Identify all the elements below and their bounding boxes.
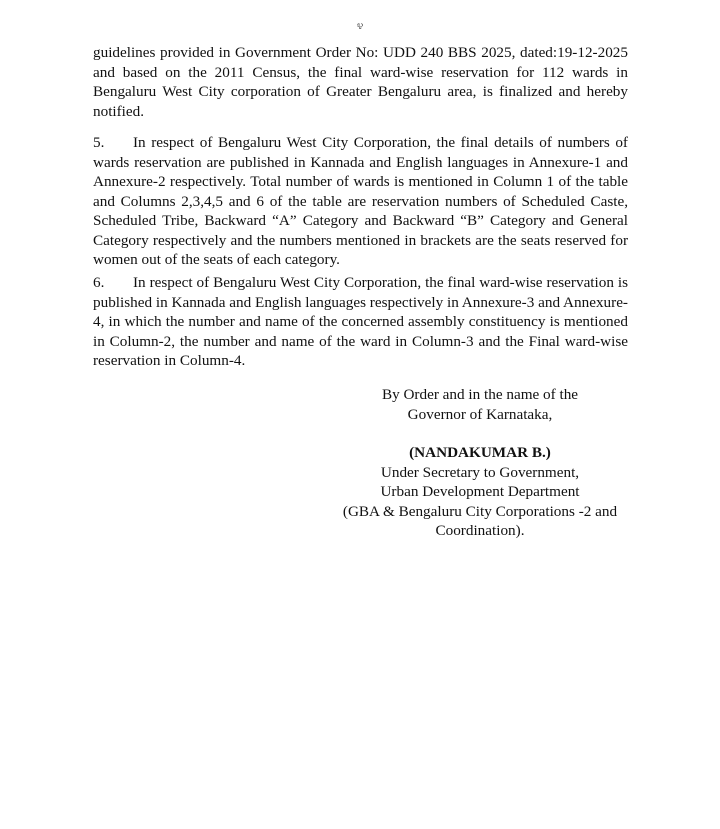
order-line: By Order and in the name of the bbox=[381, 386, 579, 403]
signatory-designation: Under Secretary to Government, bbox=[380, 463, 580, 481]
signature-spacer bbox=[320, 424, 640, 443]
signatory-department: Urban Development Department bbox=[380, 483, 580, 500]
paragraph-text: guidelines provided in Government Order No: UDD 240 BBS 2025, dated:19-12-2025 and based on the 2011 Census, the final ward-wise reservation for 112 wards in Bengaluru West City corporation of Greater Bengaluru area, is finalized and hereby notified. bbox=[93, 44, 628, 120]
paragraph-continuation bbox=[93, 43, 628, 121]
paragraph-6 bbox=[93, 273, 628, 371]
paragraph-number: 5. bbox=[93, 134, 105, 151]
signatory-name: (NANDAKUMAR B.) bbox=[409, 444, 551, 461]
signatory-division: Coordination). bbox=[435, 522, 525, 539]
order-line: Governor of Karnataka, bbox=[407, 405, 553, 423]
paragraph-text: In respect of Bengaluru West City Corporation, the final details of numbers of wards reservation are published in Kannada and English languages in Annexure-1 and Annexure-2 respectively. Total number of wards is mentioned in Column 1 of the table and Columns 2,3,4,5 and 6 of the table are reservation numbers of Scheduled Caste, Scheduled Tribe, Backward “A” Category and Backward “B” Category and General Category respectively and the numbers mentioned in brackets are the seats reserved for women out of the seats of each category. bbox=[93, 134, 628, 268]
page-number: ೪ bbox=[356, 18, 364, 32]
signatory-division: (GBA & Bengaluru City Corporations -2 and bbox=[342, 502, 618, 520]
paragraph-text: In respect of Bengaluru West City Corporation, the final ward-wise reservation is published in Kannada and English languages respectively in Annexure-3 and Annexure-4, in which the number and name of the concerned assembly constituency is mentioned in Column-2, the number and name of the ward in Column-3 and the Final ward-wise reservation in Column-4. bbox=[93, 274, 628, 369]
paragraph-5 bbox=[93, 133, 628, 270]
paragraph-number: 6. bbox=[93, 274, 105, 291]
signature-block bbox=[320, 385, 640, 541]
